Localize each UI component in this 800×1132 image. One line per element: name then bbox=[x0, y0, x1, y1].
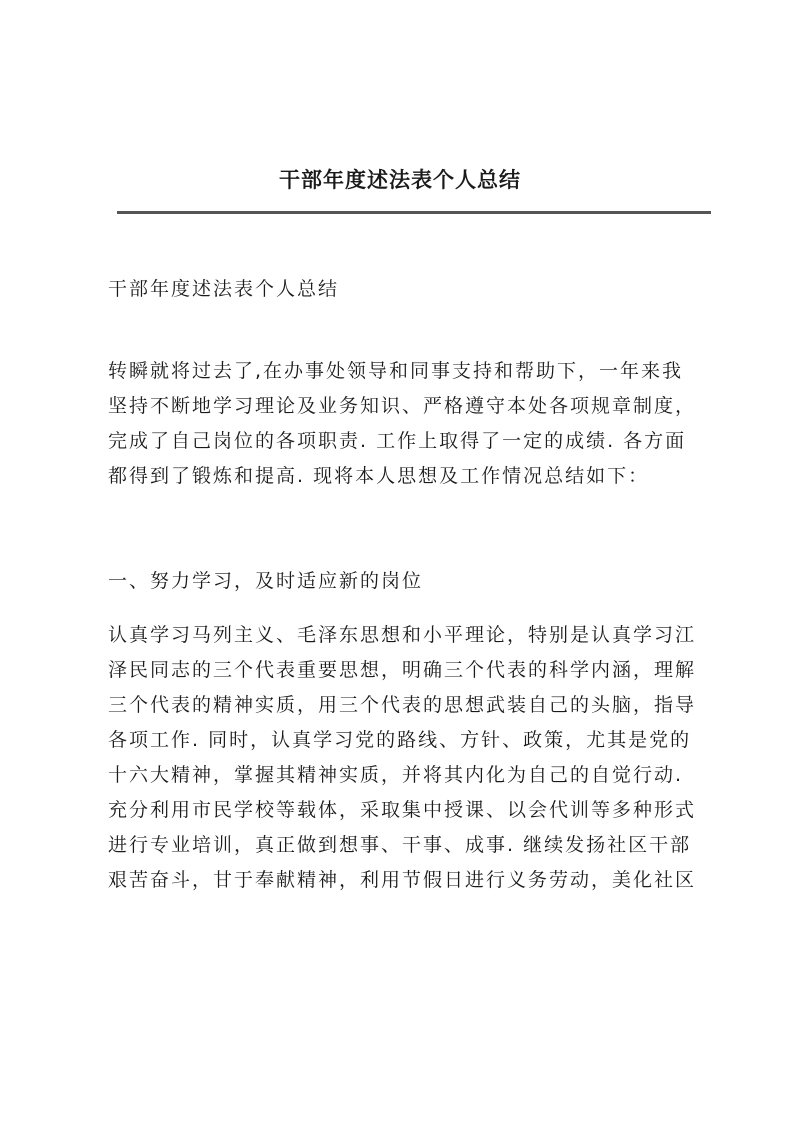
paragraph-line: 充分利用市民学校等载体，采取集中授课、以会代训等多种形式 bbox=[108, 799, 697, 821]
document-subtitle: 干部年度述法表个人总结 bbox=[108, 278, 340, 300]
paragraph-line: 进行专业培训，真正做到想事、干事、成事. 继续发扬社区干部 bbox=[108, 834, 692, 856]
paragraph-line: 转瞬就将过去了,在办事处领导和同事支持和帮助下，一年来我 bbox=[108, 360, 684, 382]
paragraph-section-1 bbox=[108, 618, 708, 898]
paragraph-line: 坚持不断地学习理论及业务知识、严格遵守本处各项规章制度， bbox=[108, 395, 697, 417]
paragraph-line: 认真学习马列主义、毛泽东思想和小平理论，特别是认真学习江 bbox=[108, 624, 697, 646]
paragraph-intro bbox=[108, 354, 708, 494]
paragraph-line: 泽民同志的三个代表重要思想，明确三个代表的科学内涵，理解 bbox=[108, 659, 697, 681]
paragraph-line: 都得到了锻炼和提高. 现将本人思想及工作情况总结如下： bbox=[108, 465, 650, 487]
paragraph-line: 十六大精神，掌握其精神实质，并将其内化为自己的自觉行动. bbox=[108, 764, 684, 786]
paragraph-line: 艰苦奋斗，甘于奉献精神，利用节假日进行义务劳动，美化社区 bbox=[108, 869, 697, 891]
paragraph-line: 各项工作. 同时，认真学习党的路线、方针、政策，尤其是党的 bbox=[108, 729, 692, 751]
document-title: 干部年度述法表个人总结 bbox=[279, 167, 521, 192]
paragraph-line: 三个代表的精神实质，用三个代表的思想武装自己的头脑，指导 bbox=[108, 694, 697, 716]
title-underline bbox=[117, 211, 711, 214]
paragraph-line: 完成了自己岗位的各项职责. 工作上取得了一定的成绩. 各方面 bbox=[108, 430, 687, 452]
section-heading-1: 一、努力学习，及时适应新的岗位 bbox=[108, 570, 424, 592]
